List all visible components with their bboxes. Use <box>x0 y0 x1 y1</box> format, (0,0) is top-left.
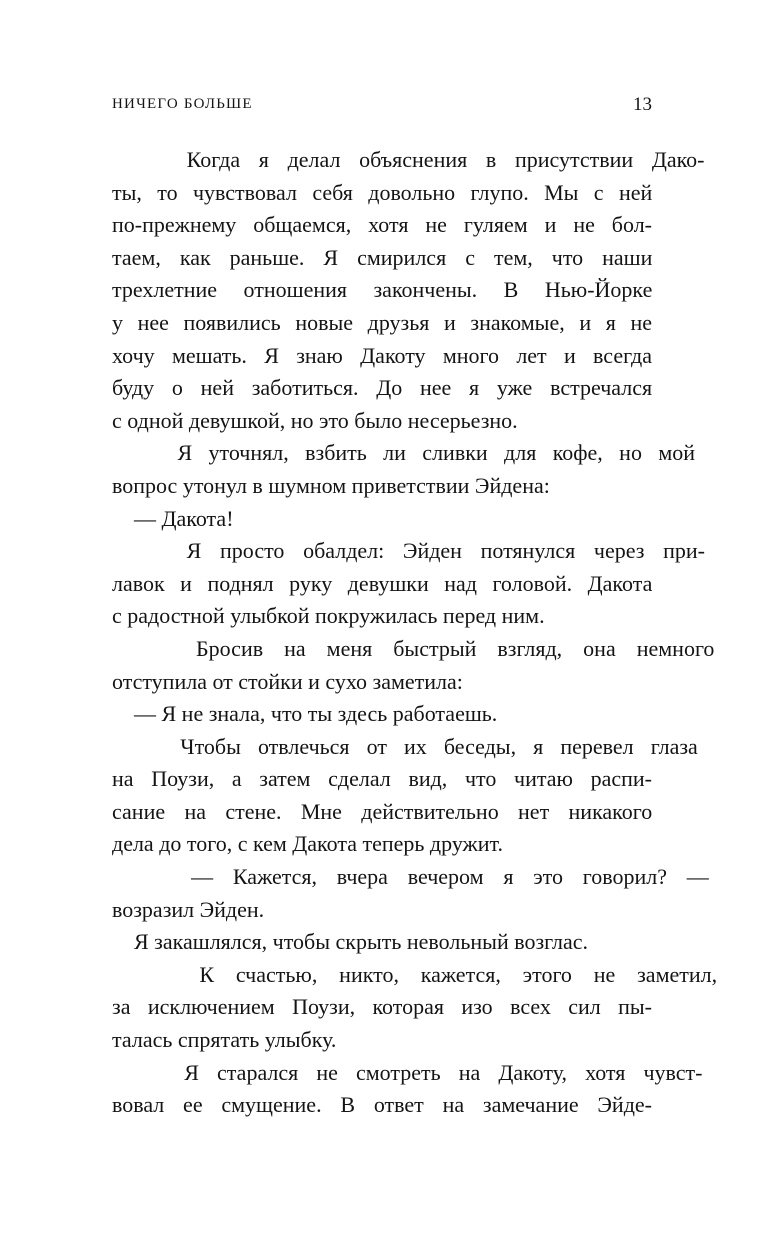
text-line: Я уточнял, взбить ли сливки для кофе, но мой <box>112 440 696 466</box>
text-line: хочу мешать. Я знаю Дакоту много лет и всегда <box>112 342 652 368</box>
text-line: ты, то чувствовал себя довольно глупо. Мы с ней <box>112 179 653 205</box>
text-line: с радостной улыбкой покружилась перед ним. <box>112 603 545 629</box>
text-line: Бросив на меня быстрый взгляд, она немного <box>112 635 715 661</box>
text-line: лавок и поднял руку девушки над головой. Дакота <box>112 570 653 596</box>
running-title: НИЧЕГО БОЛЬШЕ <box>112 96 253 112</box>
text-line: у нее появились новые друзья и знакомые, и я не <box>112 309 652 335</box>
text-line: вовал ее смущение. В ответ на замечание Эйде- <box>112 1092 652 1118</box>
text-line: — Я не знала, что ты здесь работаешь. <box>112 701 498 727</box>
text-line: дела до того, с кем Дакота теперь дружит. <box>112 831 503 857</box>
text-line: с одной девушкой, но это было несерьезно. <box>112 407 518 433</box>
text-line: Когда я делал объяснения в присутствии Дако- <box>112 147 705 172</box>
running-head <box>112 96 652 120</box>
body-text <box>112 144 718 1122</box>
text-line: Чтобы отвлечься от их беседы, я перевел глаза <box>112 733 698 759</box>
text-line: сание на стене. Мне действительно нет никакого <box>112 798 653 824</box>
text-line: — Кажется, вчера вечером я это говорил? — <box>112 864 709 890</box>
text-line: на Поузи, а затем сделал вид, что читаю распи- <box>112 766 652 792</box>
text-line: трехлетние отношения закончены. В Нью-Йорке <box>112 277 653 303</box>
text-line: таем, как раньше. Я смирился с тем, что наши <box>112 244 653 270</box>
text-line: вопрос утонул в шумном приветствии Эйдена: <box>112 472 550 498</box>
text-line: Я закашлялся, чтобы скрыть невольный возглас. <box>112 929 589 955</box>
text-line: возразил Эйден. <box>112 896 265 922</box>
text-line: отступила от стойки и сухо заметила: <box>112 668 463 694</box>
page-number: 13 <box>633 94 652 115</box>
text-line: за исключением Поузи, которая изо всех сил пы- <box>112 994 652 1020</box>
text-line: по-прежнему общаемся, хотя не гуляем и не бол- <box>112 212 652 238</box>
text-line: талась спрятать улыбку. <box>112 1027 337 1053</box>
text-line: — Дакота! <box>112 505 234 531</box>
text-line: Я просто обалдел: Эйден потянулся через при- <box>112 538 705 564</box>
text-line: К счастью, никто, кажется, этого не заметил, <box>112 961 718 987</box>
text-line: Я старался не смотреть на Дакоту, хотя чувст- <box>112 1059 703 1085</box>
text-line: буду о ней заботиться. До нее я уже встречался <box>112 375 653 401</box>
